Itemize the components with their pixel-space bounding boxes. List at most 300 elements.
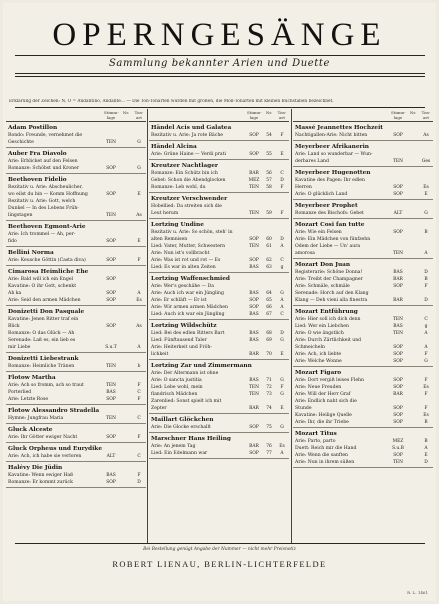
section-divider [6,404,146,405]
key-signature: F [424,378,428,383]
aria-title: Arie: An jenem Tag [151,444,196,449]
aria-entry [293,330,433,337]
aria-title: Arie: Neue Freuden [295,385,342,390]
aria-entry [293,412,433,419]
section-divider [6,147,146,148]
aria-title: Schmeicheln [295,345,325,350]
aria-entry [6,363,146,370]
section-divider [149,272,289,273]
voice-type: SOP [393,378,403,383]
aria-entry [149,311,289,318]
section-divider [6,246,146,247]
entry-number: 61 [266,244,272,249]
aria-title: Zepter [151,406,167,411]
aria-entry [6,453,146,460]
aria-title: Arie: Ach so fromm, ach so traut [8,383,84,388]
opera-section [293,202,433,219]
aria-entry [293,344,433,351]
voice-type: S.u.T [105,345,117,350]
key-signature: G [280,392,284,397]
column-divider [147,109,148,543]
key-signature: Es [136,298,142,303]
aria-title: Arie: Wir armen armen Mädchen [151,305,228,310]
opera-title: Mozart Don Juan [295,262,351,268]
opera-title: Adam Postillon [8,125,58,131]
aria-entry [293,236,433,243]
key-signature: F [137,383,141,388]
key-signature: Es [279,444,285,449]
catalog-column [6,109,146,489]
aria-title: Serenade: Horch auf den Klang [295,291,369,296]
legend-rule [15,107,425,108]
aria-entry [149,351,289,358]
key-signature: F [280,185,284,190]
aria-entry [6,198,146,205]
key-signature: F [424,392,428,397]
voice-type: BAR [393,298,403,303]
voice-type: SOP [106,166,116,171]
opera-title: Cimarosa Heimliche Ehe [8,269,89,275]
aria-title: lichkeit [151,352,169,357]
aria-title: Hobellied: Da streiten sich die [151,204,222,209]
opera-section [293,369,433,428]
opera-section [6,124,146,148]
voice-type: MEZ [248,178,260,183]
bottom-rule [15,543,425,544]
aria-entry [6,158,146,165]
entry-number: 69 [266,338,272,343]
section-divider [6,487,146,488]
aria-entry [293,132,433,139]
aria-entry [293,445,433,452]
aria-entry [293,269,433,276]
opera-title: Lortzing Undine [151,222,204,228]
aria-title: Odem der Liebe — Un' aura [295,244,361,249]
aria-title: Dunkel — In des Lebens Früh- [8,206,79,211]
aria-entry [6,231,146,238]
aria-title: Arie: Treibt der Champagner [295,277,363,282]
column-header-key: Ton-art [134,110,144,120]
key-signature: Es [423,413,429,418]
aria-title: Arie: Durch Zärtlichkeit und [295,338,362,343]
aria-entry [6,396,146,403]
voice-type: BAS [106,473,116,478]
aria-title: Arie: Erblicket auf den Felsen [8,159,78,164]
aria-title: Arie: Grüne Haine — Verdi prati [151,152,226,157]
voice-type: SOP [249,298,259,303]
opera-section [6,464,146,488]
voice-type: TEN [106,416,116,421]
voice-type: SOP [393,359,403,364]
opera-title: Marschner Hans Heiling [151,436,231,442]
aria-entry [6,184,146,191]
opera-title: Donizetti Don Pasquale [8,309,85,315]
opera-title: Donizetti Liebestrank [8,356,79,362]
key-signature: C [137,390,141,395]
page-title: OPERNGESÄNGE [52,17,387,53]
opera-title: Auber Fra Diavolo [8,151,67,157]
aria-entry [149,250,289,257]
key-signature: G [137,140,141,145]
key-signature: D [424,460,428,465]
opera-title: Lortzing Waffenschmied [151,276,230,282]
aria-title: derbares Land [295,159,329,164]
opera-title: Gluck Orpheus und Eurydike [8,446,103,452]
column-divider [291,109,292,543]
voice-type: SOP [249,237,259,242]
aria-title: Rezitativ u. Arie: Ja rote Bäche [151,133,224,138]
entry-number: 74 [266,406,272,411]
aria-title: Nachtigallen-Arie: Nicht bitten [295,133,368,138]
voice-type: SOP [393,453,403,458]
aria-title: Romanze: Leb wohl, du [151,185,206,190]
aria-entry [6,165,146,172]
aria-entry [6,297,146,304]
key-signature: C [137,454,141,459]
aria-title: Arie: Heiterkeit und Fröh- [151,345,212,350]
aria-entry [293,243,433,250]
opera-section [149,275,289,320]
voice-type: SOP [106,277,116,282]
key-signature: Ges [421,159,431,164]
aria-title: Lied: Wer ein Liebchen [295,324,349,329]
entry-number: 58 [266,185,272,190]
opera-section [293,124,433,141]
voice-type: TEN [106,140,116,145]
voice-type: BAR [393,392,403,397]
opera-title: Kreutzer Nachtlager [151,163,218,169]
entry-number: 67 [266,312,272,317]
voice-type: SOP [106,291,116,296]
aria-title: Romanze: Ein Schütz bin ich [151,171,218,176]
aria-title: Arie: Wenn die sanften [295,453,349,458]
entry-number: 75 [266,425,272,430]
section-divider [6,305,146,306]
aria-entry [293,452,433,459]
opera-title: Maillart Glöckchen [151,417,214,423]
aria-entry [149,450,289,457]
voice-type: BAS [249,378,259,383]
aria-entry [149,229,289,236]
opera-title: Bellini Norma [8,250,54,256]
aria-entry [149,290,289,297]
key-signature: C [280,258,284,263]
aria-entry [293,316,433,323]
key-signature: b [137,364,141,369]
voice-type: BAS [106,390,116,395]
aria-entry [293,323,433,330]
entry-number: 54 [266,133,272,138]
opera-title: Meyerbeer Prophet [295,203,358,209]
aria-entry [293,151,433,158]
opera-section [6,407,146,424]
opera-title: Lortzing Wildschütz [151,323,217,329]
key-signature: D [424,298,428,303]
voice-type: S.u.B [392,446,404,451]
voice-type: SOP [106,435,116,440]
key-signature: Es [423,385,429,390]
aria-title: Zarenlied: Sonst spielt ich mit [151,399,222,404]
aria-entry [6,205,146,212]
aria-entry [293,250,433,257]
opera-title: Händel Acis und Galatea [151,125,232,131]
subtitle-rule-2 [15,76,425,77]
entry-number: 70 [266,352,272,357]
section-divider [149,218,289,219]
voice-type: SOP [106,298,116,303]
key-signature: F [137,397,141,402]
opera-title: Mozart Entführung [295,309,358,315]
aria-title: Arie: Er schläft — Er ist [151,298,207,303]
aria-title: Arie: Ein Mädchen von fünfzehn [295,237,371,242]
aria-title: Arie: Endlich naht sich die [295,399,357,404]
key-signature: D [280,237,284,242]
aria-title: Lied: Vater, Mutter, Schwestern [151,244,226,249]
key-signature: G [137,166,141,171]
aria-entry [293,184,433,191]
aria-title: Arie: Dort vergiß leises Flehn [295,378,364,383]
publisher-name: ROBERT LIENAU, BERLIN-LICHTERFELDE [112,559,327,569]
opera-title: Meyerbeer Afrikanerin [295,144,370,150]
aria-title: Geschichte [8,140,34,145]
voice-type: TEN [106,383,116,388]
aria-entry [6,316,146,323]
key-signature: B [424,277,428,282]
catalog-column [149,109,289,460]
section-divider [149,413,289,414]
opera-section [293,430,433,468]
aria-entry [293,210,433,217]
aria-entry [6,276,146,283]
opera-section [149,416,289,433]
aria-entry [6,191,146,198]
key-signature: F [280,385,284,390]
opera-section [149,162,289,193]
key-signature: D [424,270,428,275]
key-signature: C [424,317,428,322]
key-signature: G [424,211,428,216]
aria-title: Kavatine: Jenen Ritter traf ein [8,317,79,322]
voice-type: SOP [106,239,116,244]
entry-number: 72 [266,385,272,390]
key-signature: F [137,435,141,440]
section-divider [6,423,146,424]
key-signature: B [424,230,428,235]
aria-title: Romanze: Heimliche Tränen [8,364,75,369]
key-signature: A [280,244,284,249]
voice-type: BAS [249,265,259,270]
section-divider [293,427,433,428]
key-signature: A [424,251,428,256]
voice-type: SOP [393,345,403,350]
voice-type: SOP [249,305,259,310]
voice-type: TEN [249,211,259,216]
aria-entry [149,330,289,337]
aria-title: Arie: Was ist rot und rot — Es [151,258,221,263]
entry-number: 66 [266,305,272,310]
aria-entry [293,405,433,412]
aria-title: Arie: Nun in ihrem süßen [295,460,355,465]
aria-entry [149,203,289,210]
voice-type: SOP [106,258,116,263]
key-signature: Es [423,185,429,190]
aria-title: Lied: Fünftausend Taler [151,338,207,343]
voice-type: BAR [249,352,259,357]
voice-type: BAS [393,324,403,329]
key-signature: F [424,284,428,289]
aria-entry [293,358,433,365]
aria-title: Arie: Hier soll ich dich denn [295,317,361,322]
aria-entry [6,479,146,486]
footnote: Bei Bestellung genügt Angabe der Nummer — nicht mehr Preisnotiz [143,547,296,552]
aria-entry [293,276,433,283]
aria-title: Serenade: Laß es, ein lieb es [8,338,76,343]
aria-title: Arie: Auch ich war ein Jüngling [151,291,224,296]
section-divider [149,432,289,433]
opera-section [6,426,146,443]
aria-entry [6,139,146,146]
voice-type: BAS [249,338,259,343]
aria-title: Rezitativ u. Arie: So schön, steh' in [151,230,233,235]
catalog-column [293,109,433,469]
aria-entry [149,210,289,217]
key-signature: D [137,480,141,485]
aria-entry [149,184,289,191]
opera-section [6,355,146,372]
key-signature: C [280,171,284,176]
aria-entry [6,389,146,396]
aria-title: Arie: Ihr, die ihr Triebe [295,420,349,425]
voice-type: TEN [393,251,403,256]
aria-entry [6,257,146,264]
aria-title: Lied: Ein Edelmann war [151,451,208,456]
aria-title: Registerarie: Schöne Donna! [295,270,363,275]
key-signature: g [424,324,428,329]
opera-section [293,261,433,306]
aria-title: amorosa [295,251,315,256]
voice-type: SOP [393,385,403,390]
aria-entry [149,177,289,184]
key-signature: A [137,291,141,296]
aria-entry [293,177,433,184]
entry-number: 77 [266,451,272,456]
aria-title: Romanze: Er kommt zurück [8,480,73,485]
voice-type: SOP [393,420,403,425]
section-divider [293,366,433,367]
aria-entry [149,377,289,384]
column-header-voice: Stimm-lage [391,110,406,120]
key-signature: G [424,359,428,364]
entry-number: 68 [266,331,272,336]
section-divider [293,258,433,259]
aria-title: Porterlied [8,390,32,395]
page-subtitle: Sammlung bekannter Arien und Duette [108,58,331,69]
aria-entry [149,384,289,391]
opera-section [6,445,146,462]
voice-type: SOP [249,133,259,138]
aria-title: Arie: Seid den armen Mädchen [8,298,81,303]
aria-title: Herren [295,185,312,190]
key-signature: D [280,331,284,336]
aria-title: Arie: Letzte Rose [8,397,49,402]
voice-type: SOP [393,133,403,138]
aria-title: Arie: Wie ein Felsen [295,230,342,235]
aria-title: Arie: Ach, ich habe sie verloren [8,454,82,459]
voice-type: SOP [393,413,403,418]
voice-type: SOP [249,258,259,263]
key-signature: C [137,416,141,421]
aria-title: lingstagen [8,213,33,218]
key-signature: F [424,352,428,357]
voice-type: SOP [393,284,403,289]
voice-type: SOP [106,192,116,197]
column-header-number: Nr. [409,110,417,115]
aria-title: Arie: Parto, parto [295,439,336,444]
section-divider [6,352,146,353]
key-signature: F [424,406,428,411]
opera-section [6,150,146,174]
aria-title: Kavatine: Heilige Quelle [295,413,352,418]
entry-number: 63 [266,265,272,270]
aria-title: Arie: Ach, ich liebte [295,352,342,357]
legend-text: Erklärung der Zeichen: Ñ, Ò = Andantino, Andante… — Die Ton-Tonarten wurden mit großen, die Moll-Tonarten mit kleinen Buchstaben bezeichnet. [9,99,334,104]
section-divider [6,173,146,174]
aria-entry [293,290,433,297]
key-signature: g [280,265,284,270]
aria-title: Lied: Lebe wohl, mein [151,385,203,390]
aria-entry [6,290,146,297]
aria-title: Ah ka [8,291,22,296]
title-rule [15,55,425,56]
aria-entry [293,419,433,426]
voice-type: SOP [393,192,403,197]
column-header-key: Ton-art [421,110,431,120]
voice-type: BAS [393,270,403,275]
key-signature: F [137,473,141,478]
aria-entry [149,257,289,264]
voice-type: TEN [106,364,116,369]
voice-type: SOP [393,352,403,357]
key-signature: B [424,420,428,425]
opera-section [149,124,289,141]
aria-entry [149,236,289,243]
key-signature: F [280,133,284,138]
section-divider [293,166,433,167]
opera-title: Händel Alcina [151,144,197,150]
aria-title: Blick [8,324,20,329]
opera-title: Flotow Martha [8,375,56,381]
key-signature: E [137,192,141,197]
voice-type: SOP [106,480,116,485]
aria-entry [149,405,289,412]
opera-section [293,169,433,200]
key-signature: E [280,352,284,357]
aria-title: Arie: O sancta justitia [151,378,202,383]
voice-type: SOP [106,324,116,329]
entry-number: 64 [266,291,272,296]
column-header-key: Ton-art [277,110,287,120]
opera-title: Massé Jeannettes Hochzeit [295,125,383,131]
opera-title: Beethoven Fidelio [8,177,67,183]
key-signature: A [280,451,284,456]
aria-entry [149,151,289,158]
entry-number: 57 [266,178,272,183]
key-signature: As [136,324,142,329]
voice-type: ALT [393,211,403,216]
voice-type: SOP [393,406,403,411]
aria-title: Romanze: O das Glück — Ah [8,331,75,336]
aria-title: Arie: Welche Wonne [295,359,342,364]
